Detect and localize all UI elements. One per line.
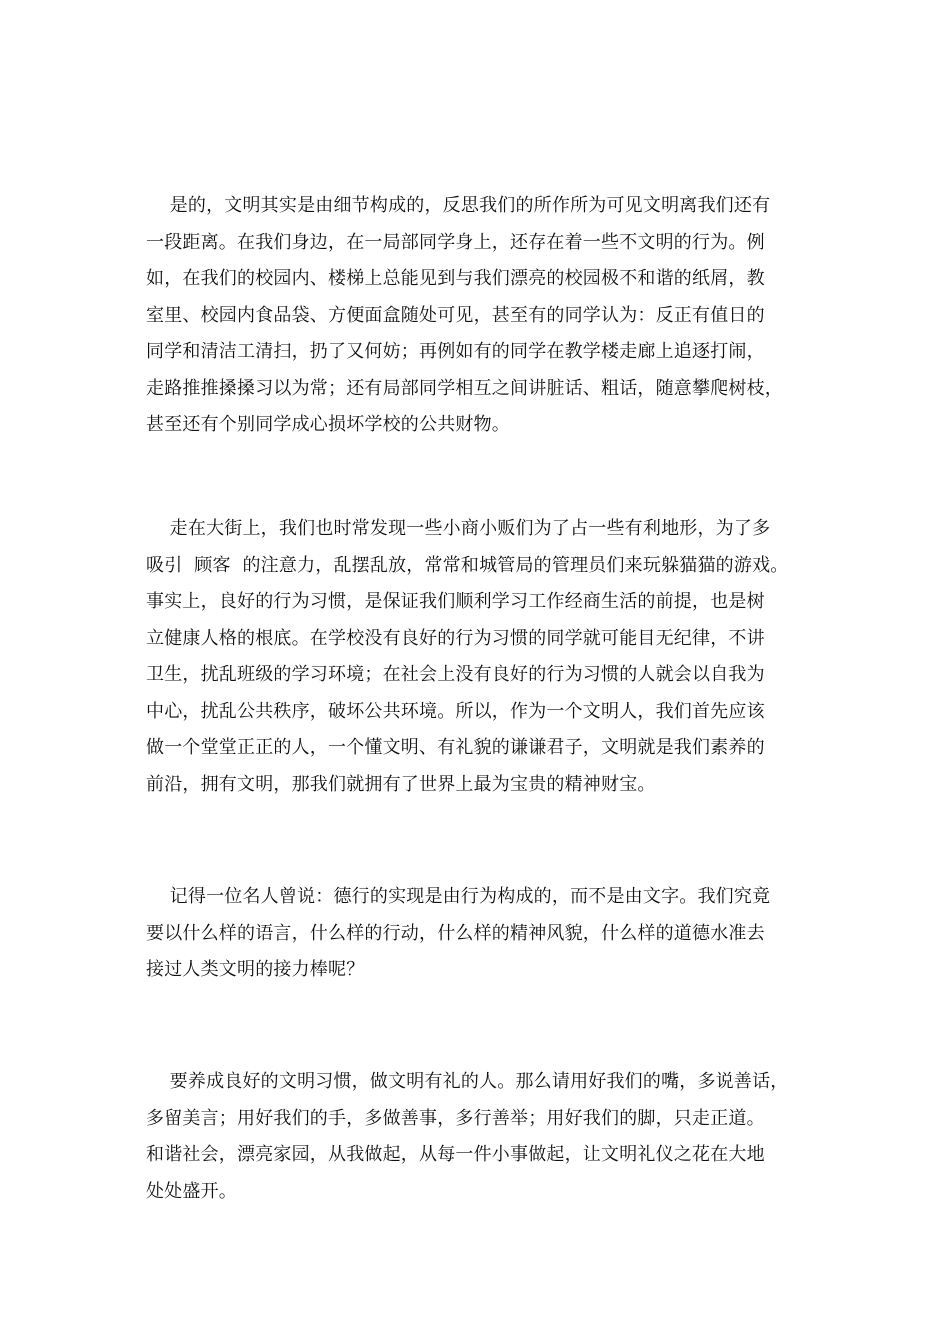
text-line: 记得一位名人曾说：德行的实现是由行为构成的，而不是由文字。我们究竟 xyxy=(146,886,771,907)
text-line: 如，在我们的校园内、楼梯上总能见到与我们漂亮的校园极不和谐的纸屑，教 xyxy=(146,268,765,289)
text-line: 事实上，良好的行为习惯，是保证我们顺利学习工作经商生活的前提，也是树 xyxy=(146,591,765,612)
text-line: 走路推推搡搡习以为常；还有局部同学相互之间讲脏话、粗话，随意攀爬树枝， xyxy=(146,377,783,399)
text-line: 和谐社会，漂亮家园，从我做起，从每一件小事做起，让文明礼仪之花在大地 xyxy=(146,1144,765,1165)
text-line: 室里、校园内食品袋、方便面盒随处可见，甚至有的同学认为：反正有值日的 xyxy=(146,304,765,326)
paragraph-4 xyxy=(146,1064,816,1210)
text-line: 是的，文明其实是由细节构成的，反思我们的所作所为可见文明离我们还有 xyxy=(146,195,771,216)
text-line: 吸引 顾客 的注意力，乱摆乱放，常常和城管局的管理员们来玩躲猫猫的游戏。 xyxy=(146,554,789,576)
paragraph-1 xyxy=(146,188,816,444)
text-line: 中心，扰乱公共秩序，破坏公共环境。所以，作为一个文明人，我们首先应该 xyxy=(146,700,765,722)
text-line: 接过人类文明的接力棒呢？ xyxy=(146,959,365,980)
text-line: 走在大街上，我们也时常发现一些小商小贩们为了占一些有利地形，为了多 xyxy=(146,518,771,539)
text-line: 多留美言；用好我们的手，多做善事，多行善举；用好我们的脚，只走正道。 xyxy=(146,1107,765,1129)
text-line: 要以什么样的语言，什么样的行动，什么样的精神风貌，什么样的道德水准去 xyxy=(146,922,765,944)
text-line: 同学和清洁工清扫，扔了又何妨；再例如有的同学在教学楼走廊上追逐打闹， xyxy=(146,341,765,362)
text-line: 甚至还有个别同学成心损坏学校的公共财物。 xyxy=(146,414,510,435)
paragraph-2 xyxy=(146,511,816,803)
text-line: 立健康人格的根底。在学校没有良好的行为习惯的同学就可能目无纪律，不讲 xyxy=(146,627,765,649)
text-line: 卫生，扰乱班级的学习环境；在社会上没有良好的行为习惯的人就会以自我为 xyxy=(146,664,765,685)
paragraph-3 xyxy=(146,879,816,989)
text-line: 一段距离。在我们身边，在一局部同学身上，还存在着一些不文明的行为。例 xyxy=(146,231,765,253)
text-line: 前沿，拥有文明，那我们就拥有了世界上最为宝贵的精神财宝。 xyxy=(146,773,656,795)
text-line: 要养成良好的文明习惯，做文明有礼的人。那么请用好我们的嘴，多说善话， xyxy=(146,1071,789,1092)
text-line: 处处盛开。 xyxy=(146,1180,237,1202)
text-line: 做一个堂堂正正的人，一个懂文明、有礼貌的谦谦君子，文明就是我们素养的 xyxy=(146,737,765,758)
